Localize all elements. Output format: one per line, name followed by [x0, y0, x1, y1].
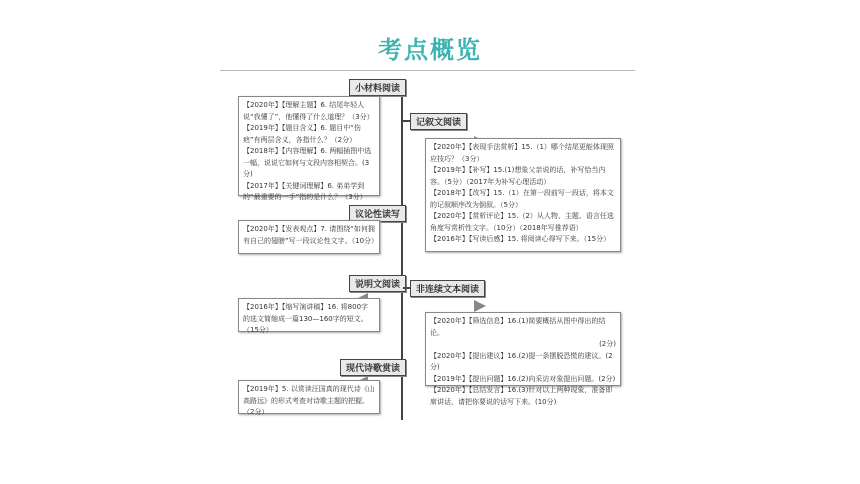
box-item: 【2019年】5. 以赏读汪国真的现代诗《山高路远》的形式考查对诗歌主题的把握。（2分）	[243, 385, 375, 416]
box-jixuwen	[425, 138, 621, 252]
box-item: 【2019年】【题目含义】6. 题目中“伤疤”有两层含义，各指什么？（2分）	[243, 124, 361, 144]
box-shuomingwen	[238, 298, 380, 332]
box-item: 【2019年】【提出问题】16.(2)向采访对象提出问题。(2分)	[430, 374, 616, 383]
node-xiaocailiao: 小材料阅读	[349, 79, 406, 96]
box-item: 【2020年】【提出建议】16.(2)提一条摆脱恐慌的建议。(2分)	[430, 351, 613, 371]
page-title: 考点概览	[378, 36, 482, 64]
box-item: 【2018年】【改写】15.（1）在第一段前写一段话，将本文的记叙顺序改为倒叙。（5分）	[430, 189, 614, 209]
title-divider	[220, 70, 635, 71]
node-jixuwen: 记叙文阅读	[410, 113, 467, 130]
box-item: 【2020年】【总结发言】16.(3)针对以上两种现象，准备即席讲话，请把你要说的话写下来。(10分)	[430, 386, 613, 406]
box-item: 【2020年】【赏析评论】15.（2）从人物、主题、语言任选角度写赏析性文字。（10分）（2018年写推荐语）	[430, 212, 614, 232]
box-item: 【2020年】【表现手法赏析】15.（1）哪个结尾更能体现照应技巧？（3分）	[430, 143, 614, 163]
box-item: 【2019年】【补写】15.(1)想象父亲说的话，补写恰当内容。（5分）（2017年为补写心理活动）	[430, 166, 606, 186]
box-item: 【2016年】【写读后感】15. 将阅读心得写下来。（15分）	[430, 235, 611, 243]
box-xiaocailiao	[238, 96, 380, 201]
box-yilunxing	[238, 220, 380, 254]
box-item: 【2020年】【理解主题】6. 结尾年轻人说“我懂了”，他懂得了什么道理？（3分）	[243, 101, 374, 121]
node-shuomingwen: 说明文阅读	[349, 275, 406, 292]
callout-tail-feilianxu	[474, 300, 486, 312]
box-item: 【2020年】【发表观点】7. 请围绕“如何拥有自己的翅膀”写一段议论性文字。（10分）	[243, 225, 379, 245]
box-item: 【2018年】【内容理解】6. 两幅插图中选一幅，说说它如何与文段内容相契合。(3分)	[243, 147, 372, 178]
box-xiandaishige	[238, 380, 380, 414]
node-feilianxu: 非连续文本阅读	[410, 280, 485, 297]
box-item: 【2016年】【缩写演讲稿】16. 将800字的选文简缩成一篇130—160字的短文。（15分）	[243, 303, 369, 334]
box-feilianxu	[425, 312, 621, 406]
node-xiandaishige: 现代诗歌赏读	[340, 359, 406, 376]
box-item-score: (2分)	[599, 340, 616, 348]
box-item: 【2017年】【关键词理解】6. 弟弟学到的“最重要的一手”指的是什么？（3分）	[243, 181, 367, 201]
box-item: 【2020年】【筛选信息】16.(1)简要概括从图中得出的结论。	[430, 317, 606, 337]
node-yilunxing: 议论性读写	[349, 205, 406, 222]
